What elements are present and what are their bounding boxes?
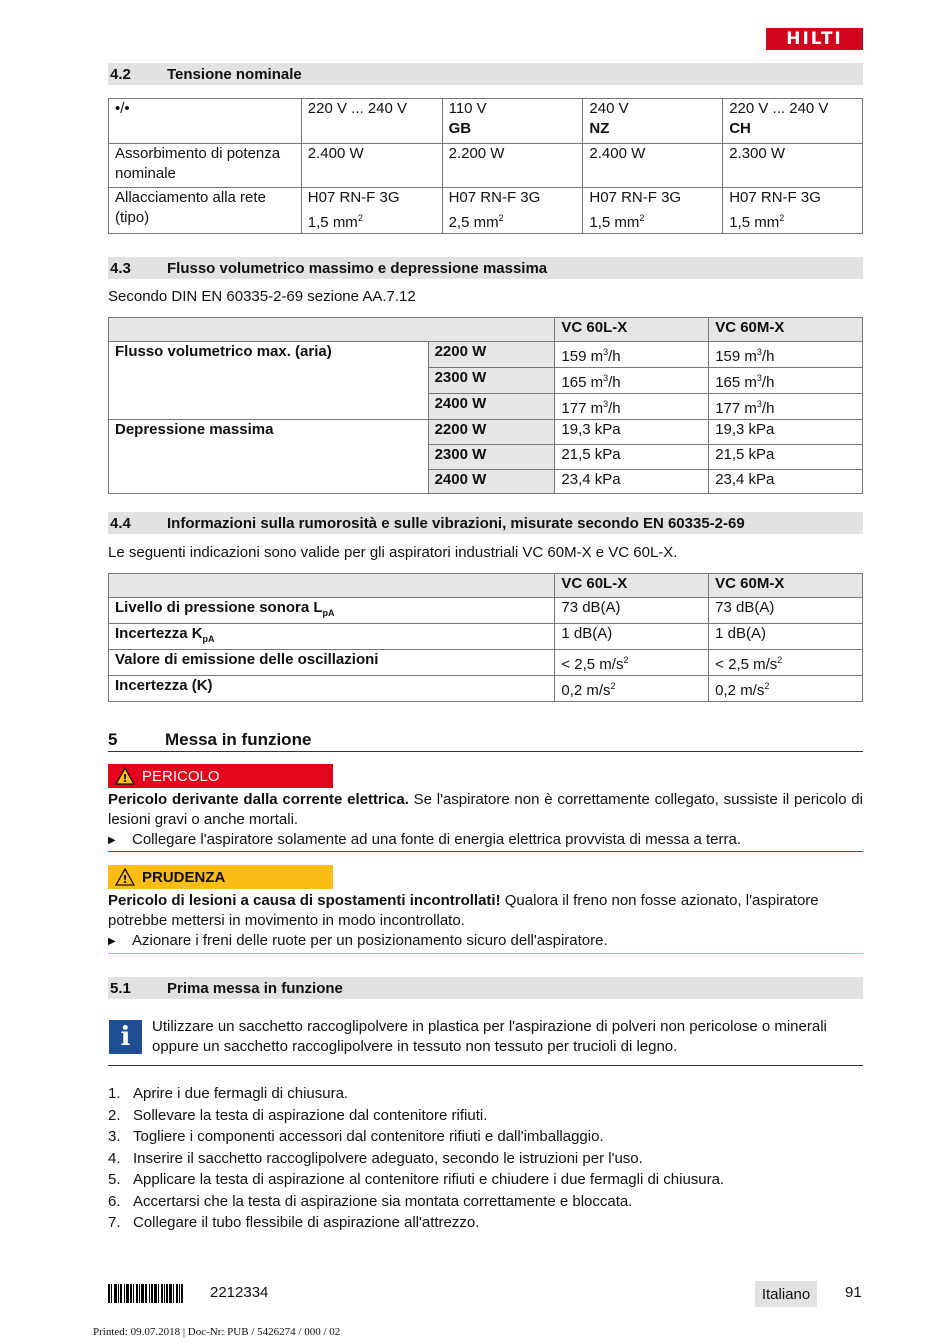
table-cell: 2.400 W <box>301 144 442 188</box>
list-item: 5. Applicare la testa di aspirazione al contenitore rifiuti e chiudere i due fermagli di chiusura. <box>108 1171 725 1188</box>
svg-text:!: ! <box>122 873 128 886</box>
table-cell: 21,5 kPa <box>709 445 863 470</box>
table-cell: 165 $m^3/h$ <box>555 368 709 394</box>
table-cell: < 2,5 $m/s^2$ <box>709 650 863 676</box>
caution-text: Pericolo di lesioni a causa di spostamenti incontrollati! Qualora il freno non fosse azionato, l'aspiratore potrebbe mettersi in movimento in modo incontrollato. <box>108 892 819 929</box>
barcode <box>108 1284 191 1303</box>
table-cell <box>109 574 555 598</box>
table-cell: Depressione massima <box>109 420 429 494</box>
table-cell: Livello di pressione sonora $L_{pA}$ <box>109 598 555 624</box>
section-title: Prima messa in funzione <box>167 979 343 997</box>
section-number: 4.3 <box>110 259 131 277</box>
table-cell: 73 dB(A) <box>555 598 709 624</box>
table-cell: 177 $m^3/h$ <box>709 394 863 420</box>
table-cell: 2400 W <box>428 470 555 494</box>
table-cell: 159 $m^3/h$ <box>709 342 863 368</box>
warning-triangle-icon <box>108 868 142 886</box>
list-item: 3. Togliere i componenti accessori dal contenitore rifiuti e dall'imballaggio. <box>108 1128 604 1145</box>
caution-divider <box>108 953 863 954</box>
table-cell: Flusso volumetrico max. (aria) <box>109 342 429 420</box>
table-cell: 1 dB(A) <box>555 624 709 650</box>
danger-banner <box>108 764 333 788</box>
paragraph: Secondo DIN EN 60335-2-69 sezione AA.7.12 <box>108 288 416 305</box>
warning-triangle-icon <box>108 767 142 785</box>
table-cell: VC 60L-X <box>555 318 709 342</box>
language-label: Italiano <box>755 1281 817 1307</box>
table-cell: 19,3 kPa <box>709 420 863 445</box>
table-cell: 2300 W <box>428 445 555 470</box>
info-note: Utilizzare un sacchetto raccoglipolvere in plastica per l'aspirazione di polveri non pericolose o minerali oppure un sacchetto raccoglipolvere in tessuto non tessuto per trucioli di legno. <box>152 1018 827 1055</box>
table-cell: 220 V ... 240 V <box>301 99 442 144</box>
table-cell: 2.400 W <box>583 144 723 188</box>
danger-divider <box>108 851 863 852</box>
paragraph: Le seguenti indicazioni sono valide per gli aspiratori industriali VC 60M-X e VC 60L-X. <box>108 544 678 561</box>
section-title: Messa in funzione <box>165 729 312 749</box>
section-heading-4-3 <box>108 257 863 279</box>
caution-label: PRUDENZA <box>142 868 226 886</box>
table-cell: Incertezza (K) <box>109 676 555 702</box>
table-cell: 23,4 kPa <box>555 470 709 494</box>
table-cell: 1 dB(A) <box>709 624 863 650</box>
table-cell: 2.300 W <box>723 144 863 188</box>
steps-list <box>108 1083 863 1234</box>
print-info: Printed: 09.07.2018 | Doc-Nr: PUB / 5426274 / 000 / 02 <box>93 1326 341 1338</box>
danger-instruction: ▶ Collegare l'aspiratore solamente ad una fonte di energia elettrica provvista di messa a terra. <box>108 830 863 851</box>
table-cell <box>109 318 555 342</box>
list-item: 2. Sollevare la testa di aspirazione dal contenitore rifiuti. <box>108 1106 488 1124</box>
section-number: 5 <box>108 729 118 749</box>
table-cell: Incertezza $K_{pA}$ <box>109 624 555 650</box>
table-cell: 19,3 kPa <box>555 420 709 445</box>
noise-table <box>108 573 863 702</box>
table-cell: Valore di emissione delle oscillazioni <box>109 650 555 676</box>
table-cell: 21,5 kPa <box>555 445 709 470</box>
section-heading-4-4 <box>108 512 863 534</box>
table-cell: 240 V NZ <box>583 99 723 144</box>
table-cell: 0,2 $m/s^2$ <box>555 676 709 702</box>
section-title: Informazioni sulla rumorosità e sulle vibrazioni, misurate secondo EN 60335-2-69 <box>167 514 745 532</box>
rated-voltage-table <box>108 98 863 234</box>
info-divider <box>108 1065 863 1066</box>
danger-label: PERICOLO <box>142 767 220 785</box>
caution-banner <box>108 865 333 889</box>
table-cell: 165 $m^3/h$ <box>709 368 863 394</box>
info-icon: i <box>109 1020 142 1054</box>
table-cell: VC 60L-X <box>555 574 709 598</box>
table-cell: < 2,5 $m/s^2$ <box>555 650 709 676</box>
svg-text:!: ! <box>122 772 128 785</box>
table-cell: 2200 W <box>428 420 555 445</box>
table-cell: 177 $m^3/h$ <box>555 394 709 420</box>
doc-number: 2212334 <box>210 1284 269 1301</box>
arrow-bullet-icon: ▶ <box>108 835 116 846</box>
section-number: 4.4 <box>110 514 131 532</box>
table-cell: 0,2 $m/s^2$ <box>709 676 863 702</box>
section-heading-4-2 <box>108 63 863 85</box>
table-cell: 220 V ... 240 V CH <box>723 99 863 144</box>
table-cell: 2400 W <box>428 394 555 420</box>
list-item: 1. Aprire i due fermagli di chiusura. <box>108 1085 349 1102</box>
page-number: 91 <box>845 1284 862 1301</box>
arrow-bullet-icon: ▶ <box>108 936 116 947</box>
airflow-table <box>108 317 863 494</box>
section-number: 5.1 <box>110 979 131 997</box>
table-cell: 2200 W <box>428 342 555 368</box>
table-cell: 73 dB(A) <box>709 598 863 624</box>
table-cell: 2.200 W <box>442 144 583 188</box>
hilti-logo: HILTI <box>766 28 863 50</box>
table-cell: Assorbimento di potenza nominale <box>109 144 302 188</box>
section-title: Flusso volumetrico massimo e depressione massima <box>167 259 548 277</box>
list-item: 4. Inserire il sacchetto raccoglipolvere adeguato, secondo le istruzioni per l'uso. <box>108 1149 643 1167</box>
list-item: 6. Accertarsi che la testa di aspirazione sia montata correttamente e bloccata. <box>108 1192 633 1210</box>
table-cell: 159 $m^3/h$ <box>555 342 709 368</box>
table-cell: H07 RN-F 3G 1,5 $mm^2$ <box>583 188 723 234</box>
table-cell: •/• <box>109 99 302 144</box>
table-cell: VC 60M-X <box>709 574 863 598</box>
caution-instruction: ▶ Azionare i freni delle ruote per un posizionamento sicuro dell'aspiratore. <box>108 931 863 952</box>
table-cell: H07 RN-F 3G 1,5 $mm^2$ <box>723 188 863 234</box>
danger-text: Pericolo derivante dalla corrente elettrica. Se l'aspiratore non è correttamente collegato, sussiste il pericolo di lesioni gravi o anche mortali. <box>108 791 863 828</box>
table-cell: H07 RN-F 3G 1,5 $mm^2$ <box>301 188 442 234</box>
section-heading-5-1 <box>108 977 863 999</box>
table-cell: VC 60M-X <box>709 318 863 342</box>
section-number: 4.2 <box>110 65 131 83</box>
list-item: 7. Collegare il tubo flessibile di aspirazione all'attrezzo. <box>108 1214 480 1231</box>
table-cell: H07 RN-F 3G 2,5 $mm^2$ <box>442 188 583 234</box>
table-cell: Allacciamento alla rete (tipo) <box>109 188 302 234</box>
section-title: Tensione nominale <box>167 65 302 83</box>
table-cell: 2300 W <box>428 368 555 394</box>
chapter-heading-5 <box>108 728 863 752</box>
table-cell: 23,4 kPa <box>709 470 863 494</box>
table-cell: 110 V GB <box>442 99 583 144</box>
